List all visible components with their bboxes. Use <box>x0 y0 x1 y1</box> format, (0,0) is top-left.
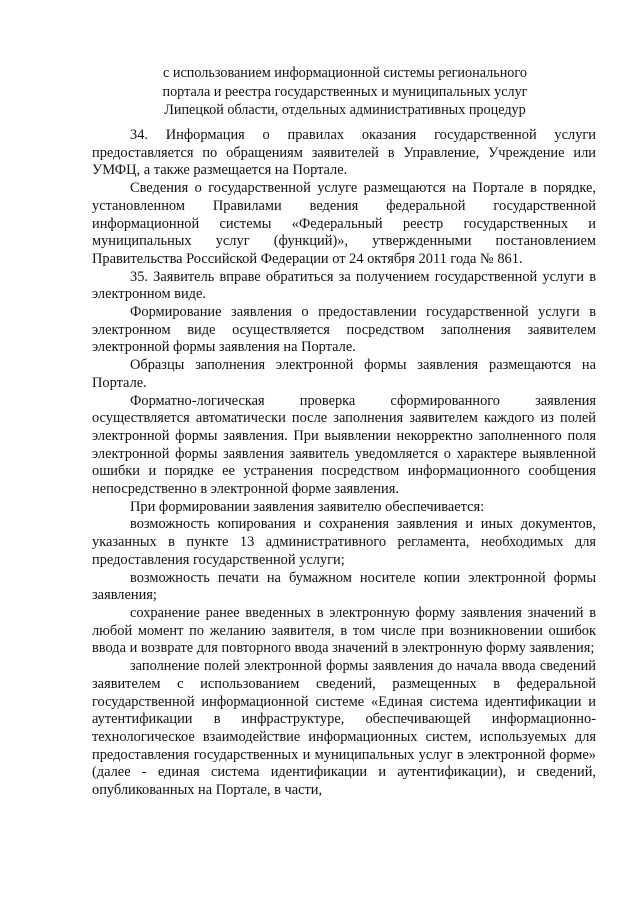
list-item-prefill: заполнение полей электронной формы заявления до начала ввода сведений заявителем с использованием сведений, размещенных в федеральной государственной информационной системе «Единая система идентификации и аутентификации в инфраструктуре, обеспечивающей информационно-технологическое взаимодействие информационных систем, используемых для предоставления государственных и муниципальных услуг в электронной форме» (далее - единая система идентификации и аутентификации), и сведений, опубликованных на Портале, в части, <box>92 658 596 799</box>
paragraph-format-check: Форматно-логическая проверка сформированного заявления осуществляется автоматически после заполнения заявителем каждого из полей электронной формы заявления. При выявлении некорректно заполненного поля электронной формы заявления заявитель уведомляется о характере выявленной ошибки и порядке ее устранения посредством информационного сообщения непосредственно в электронной форме заявления. <box>92 392 596 498</box>
heading-line-3: Липецкой области, отдельных административных процедур <box>164 102 526 119</box>
list-item-copy-save: возможность копирования и сохранения заявления и иных документов, указанных в пункте 13 административного регламента, необходимых для предоставления государственной услуги; <box>92 516 596 568</box>
paragraph-35: 35. Заявитель вправе обратиться за получением государственной услуги в электронном виде. <box>92 268 596 303</box>
paragraph-34: 34. Информация о правилах оказания государственной услуги предоставляется по обращениям заявителей в Управление, Учреждение или УМФЦ, а также размещается на Портале. <box>92 127 596 179</box>
heading-line-1: с использованием информационной системы регионального <box>163 65 527 81</box>
paragraph-provision-intro: При формировании заявления заявителю обеспечивается: <box>130 498 485 515</box>
paragraph-form-creation: Формирование заявления о предоставлении государственной услуги в электронном виде осуществляется посредством заполнения заявителем электронной формы заявления на Портале. <box>92 304 596 356</box>
heading-line-2: портала и реестра государственных и муниципальных услуг <box>162 83 528 100</box>
paragraph-samples: Образцы заполнения электронной формы заявления размещаются на Портале. <box>92 357 596 391</box>
list-item-print: возможность печати на бумажном носителе копии электронной формы заявления; <box>92 569 596 604</box>
section-heading <box>100 64 590 120</box>
document-body <box>92 127 596 800</box>
paragraph-portal-info: Сведения о государственной услуге размещаются на Портале в порядке, установленном Правилами ведения федеральной государственной информационной системы «Федеральный реестр государственных и муниципальных услуг (функций)», утвержденными постановлением Правительства Российской Федерации от 24 октября 2011 года № 861. <box>92 180 596 267</box>
list-item-save-values: сохранение ранее введенных в электронную форму заявления значений в любой момент по желанию заявителя, в том числе при возникновении ошибок ввода и возврате для повторного ввода значений в электронную форму заявления; <box>92 604 596 657</box>
